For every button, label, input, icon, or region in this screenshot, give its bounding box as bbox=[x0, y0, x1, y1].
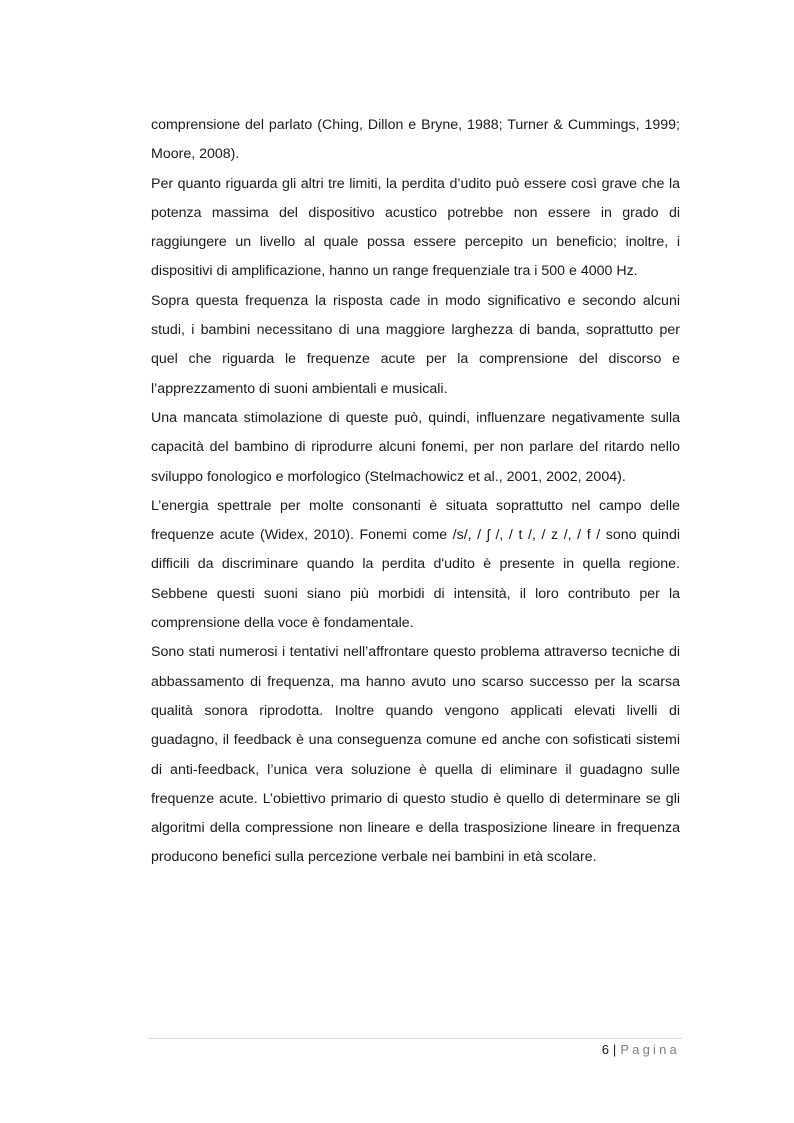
paragraph: Sopra questa frequenza la risposta cade in modo significativo e secondo alcuni studi, i bambini necessitano di una maggiore larghezza di banda, soprattutto per quel che riguarda le frequenze acute per la comprensione del discorso e l’apprezzamento di suoni ambientali e musicali. bbox=[151, 292, 680, 397]
paragraph: Sono stati numerosi i tentativi nell’affrontare questo problema attraverso tecniche di abbassamento di frequenza, ma hanno avuto uno scarso successo per la scarsa qualità sonora riprodotta. Inoltre quando vengono applicati elevati livelli di guadagno, il feedback è una conseguenza comune ed anche con sofisticati sistemi di anti-feedback, l’unica vera soluzione è quella di eliminare il guadagno sulle frequenze acute. L’obiettivo primario di questo studio è quello di determinare se gli algoritmi della compressione non lineare e della trasposizione lineare in frequenza producono benefici sulla percezione verbale nei bambini in età scolare. bbox=[151, 644, 680, 866]
paragraph: Per quanto riguarda gli altri tre limiti, la perdita d’udito può essere così grave che la potenza massima del dispositivo acustico potrebbe non essere in grado di raggiungere un livello al quale possa essere percepito un beneficio; inoltre, i dispositivi di amplificazione, hanno un range frequenziale tra i 500 e 4000 Hz. bbox=[151, 175, 680, 280]
page-number: 6 bbox=[601, 1042, 609, 1057]
page-footer bbox=[148, 1040, 680, 1060]
page-label: Pagina bbox=[620, 1042, 680, 1057]
paragraph: Una mancata stimolazione di queste può, quindi, influenzare negativamente sulla capacità del bambino di riprodurre alcuni fonemi, per non parlare del ritardo nello sviluppo fonologico e morfologico (Stelmachowicz et al., 2001, 2002, 2004). bbox=[151, 409, 680, 485]
paragraph: comprensione del parlato (Ching, Dillon e Bryne, 1988; Turner & Cummings, 1999; Moore, 2008). bbox=[151, 117, 680, 163]
footer-separator: | bbox=[612, 1042, 617, 1057]
body-text bbox=[151, 111, 680, 873]
paragraph: L’energia spettrale per molte consonanti è situata soprattutto nel campo delle frequenze acute (Widex, 2010). Fonemi come /s/, / ʃ /, / t /, / z /, / f / sono quindi difficili da discriminare quando la perdita d'udito è presente in quella regione. Sebbene questi suoni siano più morbidi di intensità, il loro contributo per la comprensione della voce è fondamentale. bbox=[151, 497, 680, 632]
footer-divider bbox=[148, 1038, 682, 1039]
